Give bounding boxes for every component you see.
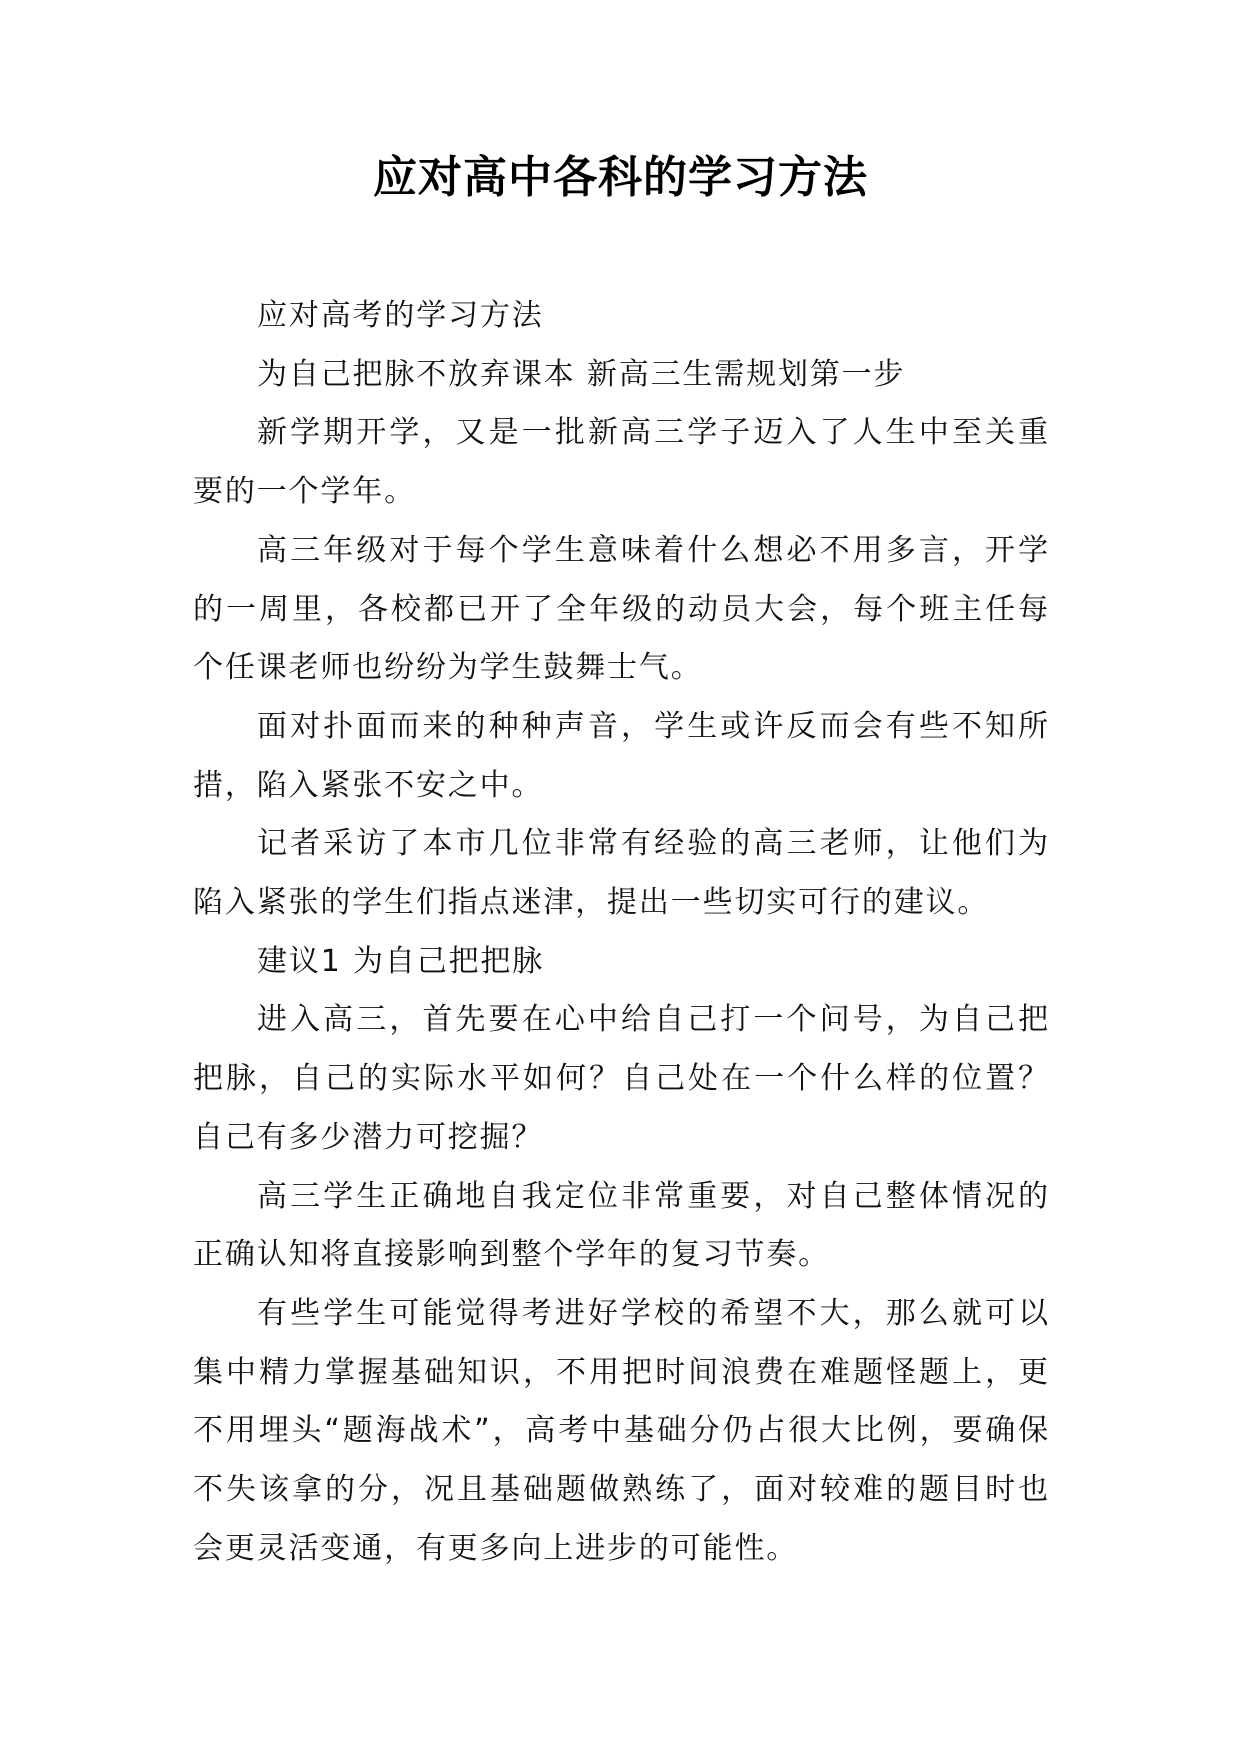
paragraph: 进入高三，首先要在心中给自己打一个问号，为自己把把脉，自己的实际水平如何？自己处在一个什么样的位置？自己有多少潜力可挖掘？ — [193, 1002, 1050, 1155]
paragraph-suggestion-heading: 建议1 为自己把把脉 — [257, 943, 545, 979]
paragraph: 高三学生正确地自我定位非常重要，对自己整体情况的正确认知将直接影响到整个学年的复习节奏。 — [193, 1178, 1050, 1273]
paragraph: 新学期开学，又是一批新高三学子迈入了人生中至关重要的一个学年。 — [193, 415, 1050, 510]
paragraph-subheading: 应对高考的学习方法 — [257, 298, 544, 333]
paragraph: 高三年级对于每个学生意味着什么想必不用多言，开学的一周里，各校都已开了全年级的动员大会，每个班主任每个任课老师也纷纷为学生鼓舞士气。 — [193, 532, 1050, 686]
paragraph: 记者采访了本市几位非常有经验的高三老师，让他们为陷入紧张的学生们指点迷津，提出一些切实可行的建议。 — [193, 826, 1050, 921]
paragraph: 有些学生可能觉得考进好学校的希望不大，那么就可以集中精力掌握基础知识，不用把时间浪费在难题怪题上，更不用埋头“题海战术”，高考中基础分仍占很大比例，要确保不失该拿的分，况且基础题做熟练了，面对较难的题目时也会更灵活变通，有更多向上进步的可能性。 — [193, 1295, 1050, 1566]
paragraph: 面对扑面而来的种种声音，学生或许反而会有些不知所措，陷入紧张不安之中。 — [193, 708, 1050, 803]
document-title: 应对高中各科的学习方法 — [373, 152, 868, 203]
document-body — [193, 287, 1050, 1578]
paragraph-headline: 为自己把脉不放弃课本 新高三生需规划第一步 — [257, 356, 906, 392]
